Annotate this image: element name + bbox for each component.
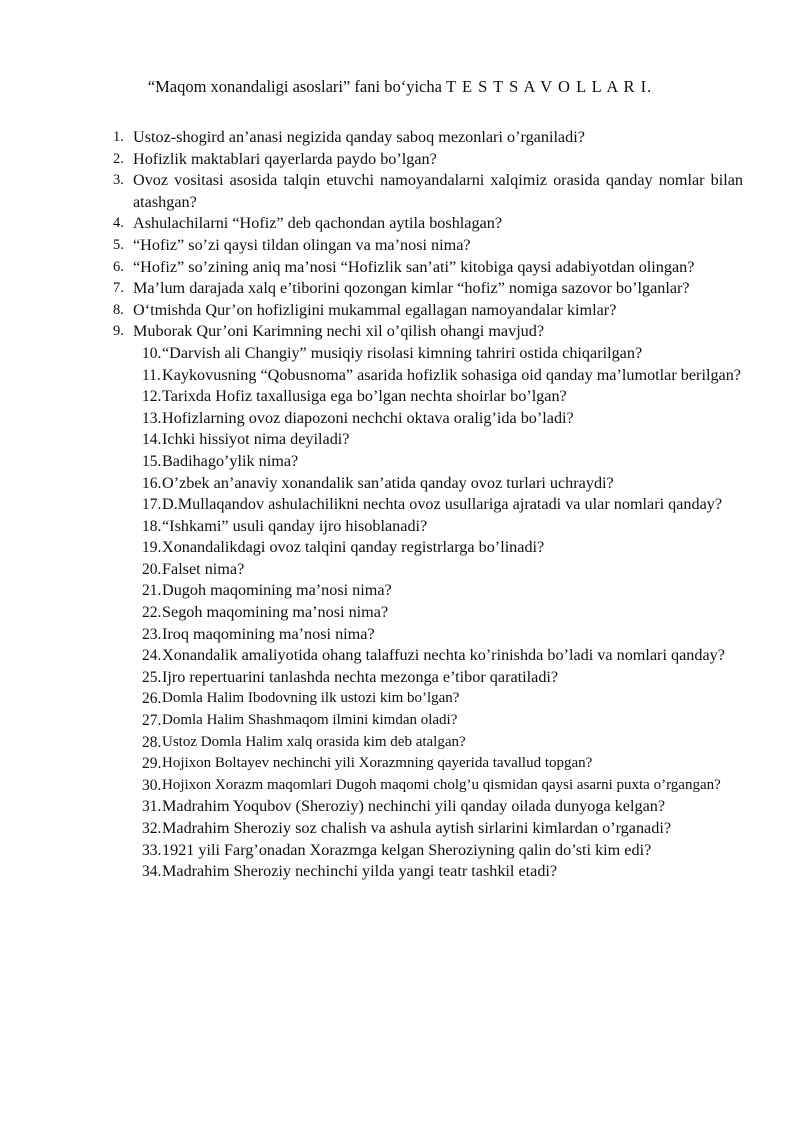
question-text: Ovoz vositasi asosida talqin etuvchi namoyandalarni xalqimiz orasida qanday nomlar bilan atashgan?: [133, 171, 743, 211]
question-text: 1921 yili Farg’onadan Xorazmga kelgan Sheroziyning qalin do’sti kim edi?: [162, 840, 652, 859]
question-text: Muborak Qur’oni Karimning nechi xil o’qilish ohangi mavjud?: [133, 322, 545, 341]
question-item: [0, 235, 743, 257]
question-item: [0, 494, 743, 516]
question-item: [0, 732, 743, 754]
question-number: 27.: [142, 712, 162, 730]
question-item: [0, 300, 743, 322]
question-item: [0, 624, 743, 646]
question-number: 30.: [142, 776, 162, 794]
question-item: [0, 818, 743, 840]
question-number: 4.: [113, 215, 124, 232]
question-item: [0, 602, 743, 624]
question-text: Ma’lum darajada xalq e’tiborini qozongan kimlar “hofiz” nomiga sazovor bo’lganlar?: [133, 279, 690, 298]
question-item: [0, 710, 743, 732]
question-number: 32.: [142, 820, 162, 837]
title-suffix: T E S T S A V O L L A R I.: [446, 77, 653, 96]
question-item: [0, 408, 743, 430]
question-item: [0, 753, 743, 775]
question-text: O‘tmishda Qur’on hofizligini mukammal egallagan namoyandalar kimlar?: [133, 300, 617, 319]
question-number: 24.: [142, 647, 162, 665]
title-prefix: “Maqom xonandaligi asoslari” fani bo‘yicha: [147, 77, 442, 96]
question-item: [0, 559, 743, 581]
question-item: [0, 796, 743, 818]
question-item: [0, 451, 743, 473]
question-text: Hofizlik maktablari qayerlarda paydo bo’lgan?: [133, 149, 437, 168]
question-item: [0, 580, 743, 602]
question-text: Falset nima?: [162, 559, 245, 578]
question-item: [0, 127, 743, 149]
question-item: [0, 667, 743, 689]
question-number: 6.: [113, 258, 124, 275]
question-number: 12.: [142, 388, 162, 406]
question-text: Xonandalik amaliyotida ohang talaffuzi nechta ko’rinishda bo’ladi va nomlari qanday?: [162, 646, 725, 665]
question-item: [0, 343, 743, 365]
question-number: 25.: [142, 668, 162, 686]
question-text: Ustoz-shogird an’anasi negizida qanday saboq mezonlari o’rganiladi?: [133, 128, 585, 146]
question-item: [0, 688, 743, 710]
question-text: Madrahim Sheroziy nechinchi yilda yangi teatr tashkil etadi?: [162, 862, 558, 881]
question-number: 13.: [142, 409, 162, 427]
question-item: [0, 645, 743, 667]
question-item: [0, 278, 743, 300]
question-text: Iroq maqomining ma’nosi nima?: [162, 624, 375, 643]
question-text: Ijro repertuarini tanlashda nechta mezonga e’tibor qaratiladi?: [162, 667, 559, 686]
question-item: [0, 386, 743, 408]
question-number: 17.: [142, 496, 162, 514]
question-text: “Hofiz” so’zining aniq ma’nosi “Hofizlik san’ati” kitobiga qaysi adabiyotdan olingan?: [133, 257, 695, 276]
question-number: 28.: [142, 733, 162, 751]
question-text: Hojixon Xorazm maqomlari Dugoh maqomi cholg’u qismidan qaysi asarni puxta o’rgangan?: [162, 776, 721, 793]
question-text: Ashulachilarni “Hofiz” deb qachondan aytila boshlagan?: [133, 214, 503, 233]
question-item: [0, 473, 743, 495]
question-text: “Darvish ali Changiy” musiqiy risolasi kimning tahriri ostida chiqarilgan?: [162, 343, 643, 362]
question-item: [0, 257, 743, 279]
question-text: Dugoh maqomining ma’nosi nima?: [162, 581, 392, 600]
question-number: 15.: [142, 452, 162, 470]
question-item: [0, 861, 743, 883]
question-number: 10.: [142, 344, 162, 362]
question-number: 1.: [113, 129, 124, 145]
question-text: Madrahim Sheroziy soz chalish va ashula aytish sirlarini kimlardan o’rganadi?: [162, 819, 672, 837]
question-number: 9.: [113, 323, 124, 340]
question-text: Hojixon Boltayev nechinchi yili Xorazmning qayerida tavallud topgan?: [162, 755, 593, 772]
question-text: O’zbek an’anaviy xonandalik san’atida qanday ovoz turlari uchraydi?: [162, 473, 614, 492]
question-item: [0, 365, 743, 387]
question-number: 22.: [142, 604, 162, 622]
question-item: [0, 537, 743, 559]
question-number: 23.: [142, 625, 162, 643]
question-text: Ustoz Domla Halim xalq orasida kim deb atalgan?: [162, 733, 466, 750]
question-item: [0, 516, 743, 538]
question-item: [0, 213, 743, 235]
question-number: 11.: [142, 366, 161, 384]
question-number: 20.: [142, 560, 162, 578]
question-number: 33.: [142, 841, 162, 859]
question-number: 7.: [113, 280, 124, 297]
question-text: Ichki hissiyot nima deyiladi?: [162, 430, 350, 449]
question-number: 2.: [113, 150, 124, 167]
question-text: Xonandalikdagi ovoz talqini qanday registrlarga bo’linadi?: [162, 538, 545, 557]
question-number: 21.: [142, 582, 162, 600]
question-text: Tarixda Hofiz taxallusiga ega bo’lgan nechta shoirlar bo’lgan?: [162, 387, 567, 406]
page-title: [0, 76, 800, 98]
question-text: Badihago’ylik nima?: [162, 451, 299, 470]
question-text: “Ishkami” usuli qanday ijro hisoblanadi?: [162, 516, 428, 535]
question-text: Segoh maqomining ma’nosi nima?: [162, 603, 389, 622]
question-number: 31.: [142, 798, 162, 816]
question-number: 19.: [142, 539, 162, 557]
question-number: 18.: [142, 517, 162, 535]
question-number: 34.: [142, 863, 162, 881]
question-item: [0, 840, 743, 862]
question-item: [0, 149, 743, 171]
question-text: Domla Halim Shashmaqom ilmini kimdan oladi?: [162, 712, 458, 729]
question-item: [0, 429, 743, 451]
question-number: 3.: [113, 172, 124, 189]
question-number: 26.: [142, 690, 162, 708]
question-text: Kaykovusning “Qobusnoma” asarida hofizlik sohasiga oid qanday ma’lumotlar berilgan?: [162, 365, 741, 384]
question-item: [0, 170, 743, 213]
question-number: 8.: [113, 301, 124, 318]
question-text: Domla Halim Ibodovning ilk ustozi kim bo’lgan?: [162, 690, 460, 707]
question-item: [0, 321, 743, 343]
question-text: Madrahim Yoqubov (Sheroziy) nechinchi yili qanday oilada dunyoga kelgan?: [162, 797, 666, 816]
question-text: D.Mullaqandov ashulachilikni nechta ovoz usullariga ajratadi va ular nomlari qanday?: [162, 495, 723, 514]
question-number: 29.: [142, 755, 162, 773]
question-number: 16.: [142, 474, 162, 492]
question-number: 14.: [142, 431, 162, 449]
question-text: “Hofiz” so’zi qaysi tildan olingan va ma’nosi nima?: [133, 235, 471, 254]
question-text: Hofizlarning ovoz diapozoni nechchi oktava oralig’ida bo’ladi?: [162, 408, 574, 427]
question-list: [0, 127, 800, 883]
question-item: [0, 775, 743, 797]
question-number: 5.: [113, 236, 124, 253]
